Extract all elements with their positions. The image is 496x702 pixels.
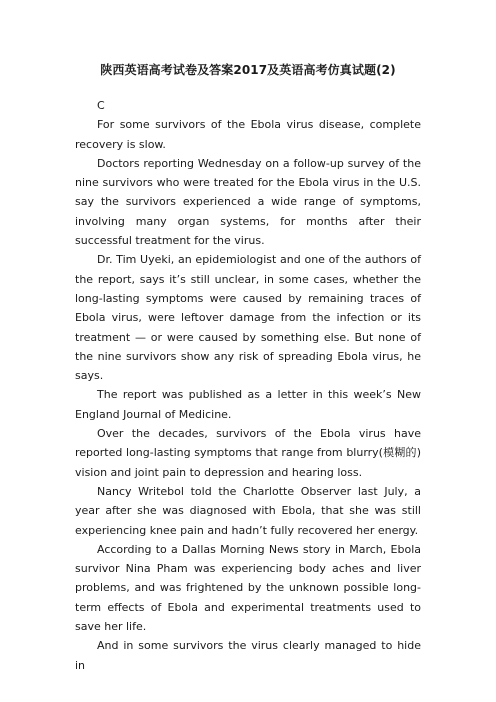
document-title: 陕西英语高考试卷及答案2017及英语高考仿真试题(2) [100, 63, 396, 77]
paragraph-5: Over the decades, survivors of the Ebola virus have reported long-lasting symptoms that range from blurry(模糊的) vision and joint pain to depression and hearing loss. [75, 427, 421, 479]
paragraph-8: And in some survivors the virus clearly managed to hide in [75, 639, 421, 672]
paragraph-3: Dr. Tim Uyeki, an epidemiologist and one of the authors of the report, says it’s still unclear, in some cases, whether the long-lasting symptoms were caused by remaining traces of Ebola virus, were leftover damage from the infection or its treatment — or were caused by something else. But none of the nine survivors show any risk of spreading Ebola virus, he says. [75, 253, 421, 383]
paragraph-7: According to a Dallas Morning News story in March, Ebola survivor Nina Pham was experiencing body aches and liver problems, and was frightened by the unknown possible long-term effects of Ebola and experimental treatments used to save her life. [75, 542, 421, 634]
section-label: C [97, 99, 105, 112]
paragraph-2: Doctors reporting Wednesday on a follow-up survey of the nine survivors who were treated for the Ebola virus in the U.S. say the survivors experienced a wide range of symptoms, involving many organ systems, for months after their successful treatment for the virus. [75, 156, 421, 248]
paragraph-6: Nancy Writebol told the Charlotte Observer last July, a year after she was diagnosed with Ebola, that she was still experiencing knee pain and hadn’t fully recovered her energy. [75, 484, 421, 537]
paragraph-1: For some survivors of the Ebola virus disease, complete recovery is slow. [75, 118, 421, 151]
paragraph-4: The report was published as a letter in this week’s New England Journal of Medicine. [75, 388, 421, 421]
